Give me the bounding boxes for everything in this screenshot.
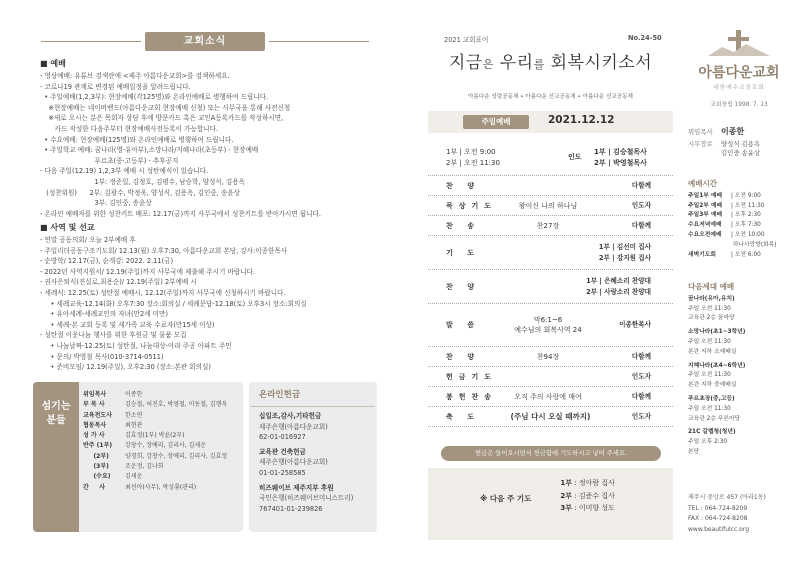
motto-part: 회복시키소서 [544,53,653,73]
ministry-detail: 교육관 2층 꿈마당 [688,315,735,322]
schedule-row: 주일2부 예배 | 오전 11:30 [688,202,796,212]
account-number: 767401-01-239826 [259,504,323,513]
servant-row [83,472,241,482]
prayer-list [550,477,615,515]
contact-info [688,493,766,535]
prayer-row: 3부 : 이미향 성도 [550,502,615,515]
servants-heading [33,382,79,532]
order-item: 찬 양 [446,181,480,190]
schedule-row: 수요저녁예배 | 오후 7:30 [688,221,796,231]
motto-part: 를 [533,58,545,71]
ministry-group [688,362,796,391]
mission-news-section [40,222,380,373]
service-times [428,140,673,176]
giving-account [249,407,377,443]
ministry-detail: 주일 오후 2:30 [688,439,728,446]
ministry-group [688,395,796,424]
service-leader: 2부 | 박영철목사 [594,159,647,167]
order-item: 찬 양 [446,352,480,361]
servant-row [83,452,241,462]
next-week-prayer [428,468,673,540]
news-line: • 유아세례-세례교인의 자녀(만2세 미만) [40,310,168,319]
schedule-time: 오후 2:30 [734,212,761,219]
prayer-part: 1부 [560,479,572,487]
order-row [428,270,673,304]
ministry-detail: 본당 [688,448,700,455]
news-line: - 다음 주일(12.19) 1,2,3부 예배 시 성탄예식이 있습니다. [40,167,209,176]
order-row [428,176,673,196]
schedule-row: 수요오전예배 | 오전 10:00 [688,231,796,241]
community-tagline: 아름다운 성령공동체 • 아름다운 선교공동체 • 아름다운 선교공동체 [468,94,633,100]
account-name: 교육관 건축헌금 [259,447,306,456]
order-item: 축 도 [446,412,480,421]
ministry-name: 푸르초장(중,고등) [688,395,735,402]
giving-account [249,479,377,515]
schedule-time: 하나사랑방(화목) [732,241,777,248]
news-line: 카드 작성한 다음주부터 현장예배사전등록이 가능합니다. [40,124,219,133]
order-content-line: 오직 주의 사랑에 매여 [514,392,582,401]
servant-role: (3부) [83,463,109,471]
order-row [428,196,673,216]
servant-names: 강창수, 장예리, 김리사, 김세운 [125,442,206,450]
ministry-detail: 주일 오전 11:30 [688,338,731,345]
news-line: - 권사은퇴식(진실로,최용순)/ 12.19(주일) 2부예배 시 [40,278,197,287]
schedule-time: 오후 7:30 [734,222,761,229]
order-leader [599,242,651,264]
order-leader-line: 다함께 [631,392,651,400]
order-item: 봉헌찬송 [446,392,498,401]
servant-row [83,441,241,451]
ministry-detail: 본관 지하 소예배실 [688,348,737,355]
ministry-group [688,428,796,457]
ministry-name: 지혜나라(초4~6학년) [688,362,746,369]
prayer-row: 1부 : 정아람 집사 [550,477,615,490]
order-leader [632,371,651,382]
prayer-title: ※ 다음 주 기도 [480,494,532,503]
church-motto [428,48,673,73]
news-line: - 성탄절 이웃나눔 행사를 위한 후원금 및 물품 모집 [40,331,187,340]
order-leader-line: 이종한목사 [619,320,651,329]
news-line: - 연말 공동의회/ 오늘 2부예배 후 [40,236,136,244]
account-name: 히즈웨이브 제주지부 후원 [259,483,334,492]
schedule-time: 오전 9:00 [734,192,761,199]
news-line: - 영상예배: 유튜브 검색란에 <제주 아름다운교회>를 검색하세요. [40,72,230,80]
service-date: 2021.12.12 [548,114,615,126]
order-item: 헌금기도 [446,372,498,381]
schedule-service: 수요저녁예배 [688,222,722,229]
servant-names: 김세운 [125,473,143,481]
service-time: 2부 | 오전 11:30 [446,159,500,167]
schedule-service: 주일3부 예배 [688,212,723,219]
order-content [478,221,618,231]
servant-role: (수요) [83,473,111,481]
order-item: 찬 송 [446,221,480,230]
ministry-detail: 본관 지하 중예배실 [688,382,737,389]
publication-label: 2021 교회표어 [444,36,489,44]
servant-row [83,431,241,441]
mission-news-heading: ■ 사역 및 선교 [40,223,95,232]
servant-role: 간 사 [83,483,106,491]
servants-box [33,382,243,532]
account-number: 62-01-016927 [259,433,306,442]
servants-list [83,390,241,493]
order-leader [632,200,651,211]
order-leader [632,220,651,231]
schedule-service: 주일1부 예배 [688,192,723,199]
servant-names: 김승철, 허진호, 박영철, 이동철, 김행욱 [125,401,228,409]
order-leader [619,320,651,331]
church-news-title: 교회소식 [145,32,265,51]
order-item: 기 도 [446,248,480,257]
servant-row [83,411,241,421]
issue-number: No.24-50 [628,34,662,42]
ministry-group [688,328,796,357]
order-row [428,216,673,236]
schedule-service: 수요오전예배 [688,231,722,238]
servant-names: 이종한 [125,391,143,398]
news-line: • 수요예배: 현장예배(125명)와 온라인예배로 병행하여 드립니다. [40,135,234,144]
schedule-row [688,241,796,251]
news-line: • 주일예배(1,2,3부): 현장예배(각125명)와 온라인예배로 병행하여 드립니다. [40,93,269,102]
order-content-line: 찬27장 [536,221,560,230]
contact-line: 제주시 중앙로 457 (아라1동) [688,494,766,501]
news-line: ※새로 오시는 분은 목회자 상담 후에 방문카드 혹은 교인A등록카드를 작성하시면, [40,114,284,123]
order-item: 말 씀 [446,321,480,329]
news-line: ※현장예배는 네이버밴드(아름다운교회 현장예배 신청) 또는 사무국을 통해 사전신청 [40,103,291,112]
prayer-part: 2부 [560,491,572,500]
service-leader-list [594,147,647,169]
elder-names: 김인중 송윤상 [721,149,761,157]
account-number: 01-01-258585 [259,468,306,477]
order-leader-line: 2부 | 사랑소리 찬양대 [586,287,651,296]
prayer-row: 2부 : 김준수 집사 [550,490,615,503]
service-time: 1부 | 오전 9:00 [446,148,496,156]
prayer-name: 이미향 성도 [578,504,615,512]
schedule-service: 새벽기도회 [688,251,716,258]
schedule-time: 오전 11:30 [734,202,765,209]
order-leader [586,276,651,298]
order-content-line: 찬94장 [536,352,560,361]
order-content [478,315,618,335]
order-row [428,304,673,347]
next-generation-title: 다음세대 예배 [688,282,735,291]
order-of-worship [428,140,673,427]
church-name: 아름다운교회 [698,65,780,81]
order-content-line: 왕이신 나의 하나님 [518,201,578,210]
order-item: 묵상기도 [446,201,498,210]
church-leaders [688,127,760,158]
prayer-name: 김준수 집사 [578,491,615,500]
order-leader [632,351,651,362]
servant-role: 교육전도사 [83,411,112,419]
servant-names: 조운정, 김나희 [125,463,164,471]
worship-schedule [688,179,796,260]
news-line: • 준비모임/ 12.19(주일), 오후2:30 (장소:본관 회의실) [40,363,211,372]
ministry-detail: 교육관 2층 푸른마당 [688,415,741,422]
schedule-time: 오전 10:00 [734,231,765,238]
motto-part: 우리 [493,53,534,73]
news-line: (성찬위원) 2부: 김광수, 박정욱, 양성식, 김용옥, 김인중, 송윤상 [40,188,240,197]
order-content [478,392,618,402]
giving-account [249,443,377,479]
order-leader-line: 인도자 [631,201,651,209]
servants-heading-line2: 분들 [46,415,66,426]
servant-row [83,400,241,410]
order-leader [632,180,651,191]
elder-label: 시무장로 [688,140,713,148]
service-leader: 1부 | 김승철목사 [594,148,647,156]
account-name: 십일조,감사,기타헌금 [259,412,322,420]
news-line: - 주일리더공동구조기도회/ 12.13(월) 오후7:30, 아름다운교회 본당, 강사:이종한목사 [40,246,288,255]
news-line: • 세례교육-12.14(화) 오후7:30 장소:회의실 / 세례문답-12.18(토) 오후3시 장소:회의실 [40,299,307,308]
closing-line: (주님 다시 오실 때까지) [510,412,591,421]
order-leader [632,391,651,402]
prayer-name: 정아람 집사 [578,479,615,487]
news-line: - 코로나19 관계로 변경된 예배일정을 알려드립니다. [40,82,191,91]
schedule-row: 새벽기도회 | 오전 6:00 [688,251,796,261]
ministry-group [688,295,796,324]
ministry-name: 꿈나라(유아,유치) [688,295,735,302]
ministry-name: 소망나라(초1~3학년) [688,329,746,336]
schedule-time: 오전 6:00 [734,251,761,258]
news-line: 3부: 김인중, 송윤상 [40,199,152,208]
servant-role: 부 목 사 [83,401,105,409]
news-line: • 문의/ 박영철 목사(010-3714-0511) [40,352,164,361]
church-info-page [678,0,800,566]
schedule-row: 주일3부 예배 | 오후 2:30 [688,211,796,221]
order-leader-line: 다함께 [631,352,651,360]
order-content-line: 막6:1~6 [533,316,563,324]
news-line: - 세례식: 12.25(토) 성탄절 예배시, 12.12(주일)까지 사무국에 신청하시기 바랍니다. [40,288,286,297]
church-cross-logo-icon [706,30,772,58]
servant-row [83,390,241,400]
worship-schedule-title: 예배시간 [688,179,717,188]
order-content [478,352,618,362]
motto-part: 은 [482,58,494,71]
news-line: - 온라인 예배자를 위한 성찬키트 배포: 12.17(금)까지 사무국에서 성찬키트를 받아가시면 됩니다. [40,209,321,218]
founding-date: 교회창립 1998. 7. 13 [710,102,768,108]
order-row [428,387,673,407]
ministry-name: 21C 갈렙청(청년) [688,429,736,436]
account-bank: 제주은행(아름다운교회) [259,458,328,467]
news-line: • 세례-본 교회 등록 및 새가족 교육 수료자(만15세 이상) [40,320,215,329]
servant-names: 최선아(사무), 박성룡(관리) [125,483,197,491]
worship-order-page [428,0,673,566]
elder-names: 양성식 김용옥 [721,140,761,148]
service-header [428,111,673,133]
news-line: 푸르초(중·고등부) - 추후공지 [40,156,179,165]
order-content [478,201,618,211]
news-line: 1부: 정준일, 김정호, 김평수, 남승학, 양성식, 김용옥 [40,177,245,186]
servant-role: 협동목사 [83,421,107,429]
news-line: - 2022년 사역지원서/ 12.19(주일)까지 사무국에 제출해 주시기 바랍니다. [40,267,256,276]
ministry-detail: 주일 오전 11:30 [688,405,731,412]
order-leader-line: 다함께 [631,181,651,189]
online-giving-heading: 온라인헌금 [251,382,375,407]
giving-accounts [249,407,377,514]
news-line: • 나눔날짜-12.25(토) 성탄절, 나눔대상-아라 주공 아파트 주민 [40,341,232,350]
order-leader-line: 인도자 [631,372,651,380]
offering-note: 헌금은 들어오시면서 헌금함에 기도하시고 넣어 주세요. [441,446,661,461]
servant-row [83,462,241,472]
servant-row [83,421,241,431]
order-row [428,236,673,270]
ministry-detail: 주일 오전 11:30 [688,372,731,379]
ministry-detail: 주일 오전 11:30 [688,305,731,312]
prayer-part: 3부 [560,504,572,512]
worship-news-section [40,58,380,219]
servant-role: 성 가 사 [83,432,105,440]
account-bank: 제주은행(아름다운교회) [259,422,328,431]
contact-line: FAX : 064-724-8208 [688,515,748,522]
motto-part: 지금 [448,53,483,73]
leader-label: 인도 [568,153,582,161]
account-bank: 국민은행(히즈웨이브미니스트리) [259,494,354,503]
order-row [428,367,673,387]
pastor-label: 위임목사 [688,128,713,136]
servant-names: 김효정(1부) 박윤(2부) [125,432,185,440]
order-leader-line: 1부 | 은혜소리 찬양대 [586,276,651,285]
servant-role: 위임목사 [83,391,107,398]
service-tag: 주일예배 [463,115,529,129]
news-line: - 순방학/ 12.17(금), 순개강: 2022. 2.11(금) [40,257,174,266]
servant-names: 한소연 [125,411,143,419]
servant-names: 최현관 [125,421,143,429]
order-leader-line: 2부 | 강지원 집사 [598,253,651,262]
schedule-service: 주일2부 예배 [688,202,723,209]
order-row [428,347,673,367]
order-item: 찬 양 [446,282,480,291]
servants-heading-line1: 섬기는 [41,401,71,412]
servant-row [83,483,241,493]
worship-news-heading: ■ 예배 [40,59,66,68]
order-leader-line: 다함께 [631,221,651,229]
servant-names: 양경희, 강창수, 장예리, 김리사, 김효정 [125,452,228,460]
service-time-list [446,147,500,169]
order-leader-line: 1부 | 김선미 집사 [598,242,651,251]
online-giving-box [249,382,377,532]
servant-role: 반주 (1부) [83,442,113,450]
next-generation-worship [688,282,796,462]
schedule-row: 주일1부 예배 | 오전 9:00 [688,192,796,202]
order-content-line: 예수님의 회복사역 24 [514,326,582,334]
contact-line: TEL : 064-724-8209 [688,504,748,512]
pastor-name: 이종한 [721,127,745,136]
order-leader-line: 인도자 [631,412,651,420]
news-line: • 주일학교 예배: 꿈나라(영·유아부),소망나라/지혜나라(초등부) - 현장예배 [40,146,259,155]
servant-role: (2부) [83,452,109,460]
denomination: 대한예수교장로회 [713,85,765,91]
contact-line: www.beautifulcc.org [688,525,750,533]
